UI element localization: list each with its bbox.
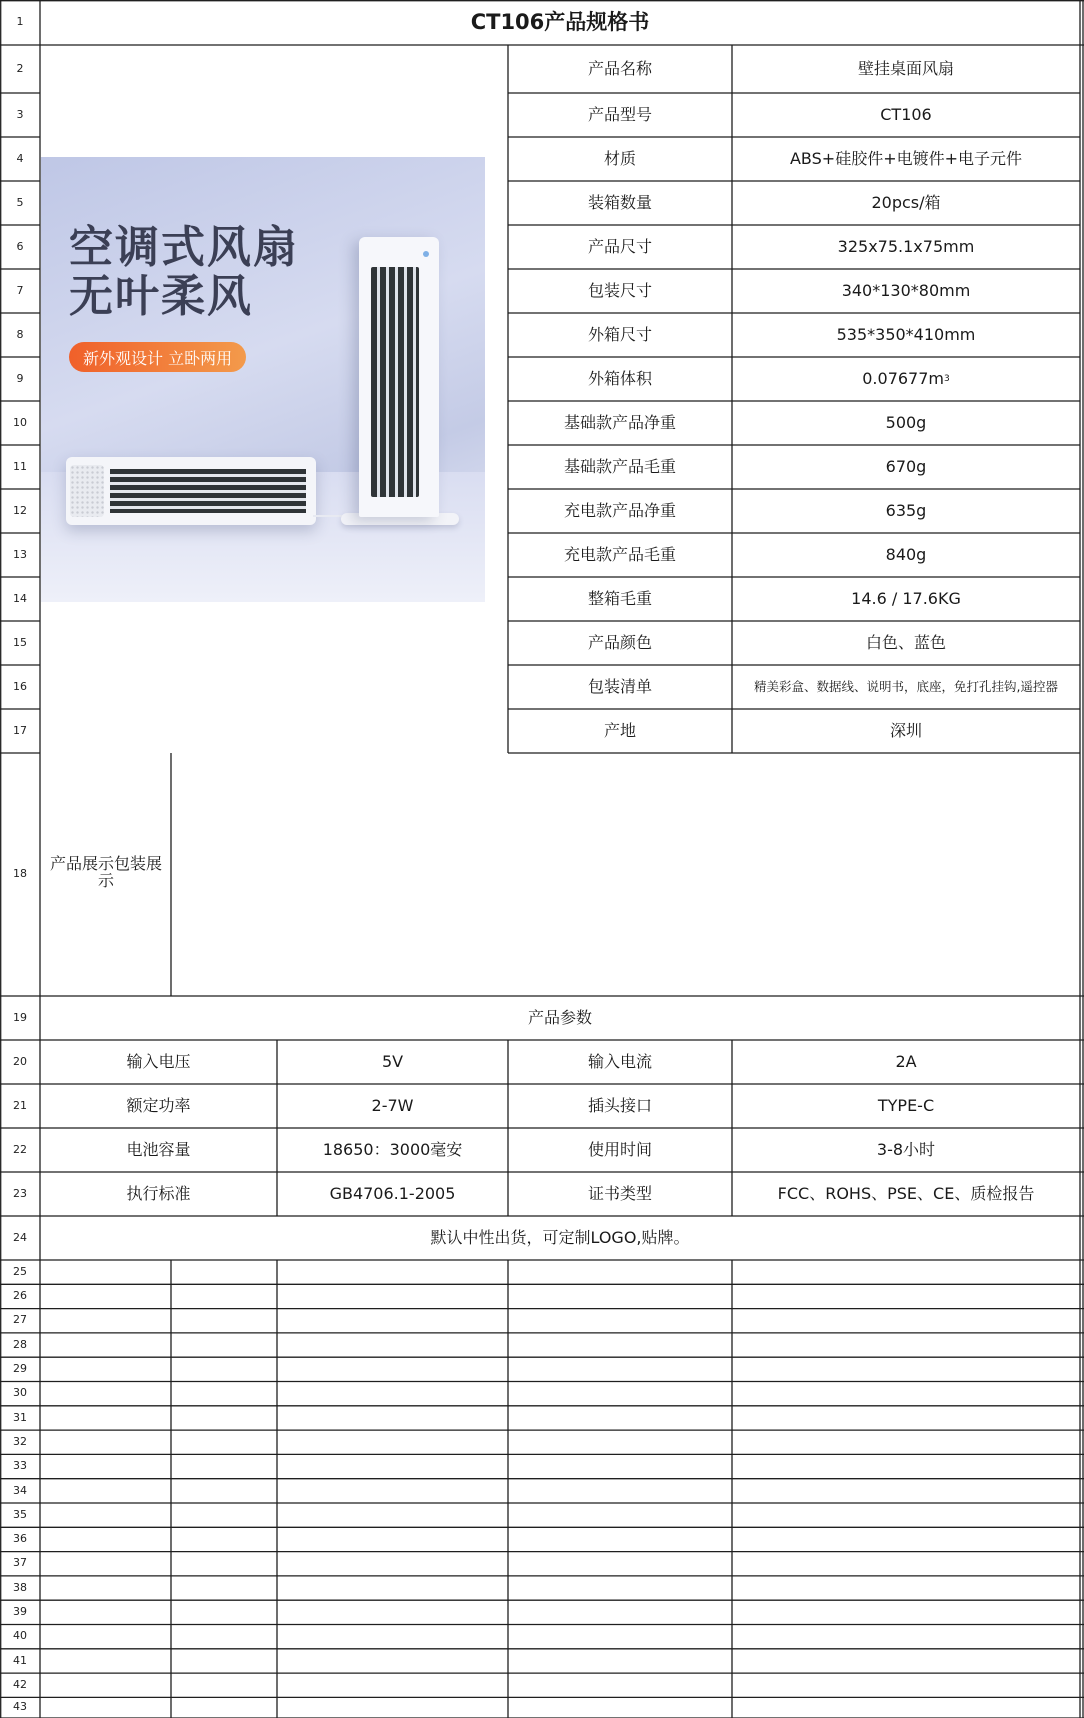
row-number: 6 — [16, 239, 24, 253]
spec-label: 产品名称 — [587, 58, 652, 78]
row-number: 13 — [13, 547, 27, 561]
fan-grill-horizontal — [110, 469, 306, 513]
spec-value: CT106 — [880, 104, 932, 124]
spec-value: 500g — [885, 412, 927, 432]
fan-end-cap — [70, 465, 104, 517]
row-number: 24 — [13, 1230, 27, 1244]
headline-line-1: 空调式风扇 — [69, 222, 299, 273]
spec-value: 14.6 / 17.6KG — [851, 588, 961, 608]
spec-label: 基础款产品净重 — [563, 412, 676, 432]
row-number: 38 — [13, 1580, 27, 1594]
product-tagline: 新外观设计 立卧两用 — [69, 342, 246, 372]
param-value: TYPE-C — [877, 1095, 935, 1115]
params-header: 产品参数 — [527, 1007, 592, 1027]
spec-value: 325x75.1x75mm — [837, 236, 975, 256]
spec-value: 20pcs/箱 — [871, 192, 941, 212]
fan-horizontal — [66, 457, 316, 525]
spec-label: 基础款产品毛重 — [563, 456, 676, 476]
spec-label: 材质 — [603, 148, 636, 168]
row-number: 18 — [13, 867, 27, 881]
spec-label: 产品颜色 — [587, 632, 652, 652]
spec-label: 产品型号 — [587, 104, 652, 124]
spec-value: 340*130*80mm — [841, 280, 971, 300]
row-number: 22 — [13, 1142, 27, 1156]
spec-value: 壁挂桌面风扇 — [857, 58, 954, 78]
display-label: 产品展示包装展示 — [49, 854, 162, 890]
row-number: 8 — [16, 327, 24, 341]
spec-value: 精美彩盒、数据线、说明书，底座，免打孔挂钩,遥控器 — [754, 678, 1058, 694]
row-number: 36 — [13, 1532, 27, 1546]
page-title: CT106产品规格书 — [470, 10, 650, 35]
row-number: 9 — [16, 371, 24, 385]
param-label: 证书类型 — [587, 1183, 652, 1203]
row-number: 3 — [16, 107, 24, 121]
param-label: 电池容量 — [126, 1139, 191, 1159]
row-number: 30 — [13, 1386, 27, 1400]
param-label: 执行标准 — [126, 1183, 191, 1203]
param-label: 使用时间 — [587, 1139, 652, 1159]
fan-grill-vertical — [371, 267, 419, 497]
param-label: 输入电压 — [126, 1051, 191, 1071]
footer-note: 默认中性出货，可定制LOGO,贴牌。 — [430, 1227, 690, 1247]
row-number: 26 — [13, 1289, 27, 1303]
row-number: 34 — [13, 1483, 27, 1497]
row-number: 37 — [13, 1556, 27, 1570]
param-value: 5V — [381, 1051, 404, 1071]
row-number: 19 — [13, 1010, 27, 1024]
row-number: 33 — [13, 1459, 27, 1473]
spec-label: 包装尺寸 — [587, 280, 652, 300]
spec-label: 充电款产品毛重 — [563, 544, 676, 564]
param-value: 2A — [895, 1051, 917, 1071]
row-number: 5 — [16, 195, 24, 209]
spec-value-text: 0.07677m — [862, 368, 944, 388]
spec-value: 深圳 — [889, 720, 922, 740]
row-number: 12 — [13, 503, 27, 517]
row-number: 15 — [13, 635, 27, 649]
product-headline — [69, 223, 299, 322]
row-number: 10 — [13, 415, 27, 429]
param-value: FCC、ROHS、PSE、CE、质检报告 — [777, 1183, 1035, 1203]
spec-value: 白色、蓝色 — [865, 632, 946, 652]
row-number: 25 — [13, 1264, 27, 1278]
param-value: GB4706.1-2005 — [329, 1183, 456, 1203]
row-number: 29 — [13, 1362, 27, 1376]
row-number: 20 — [13, 1054, 27, 1068]
param-label: 额定功率 — [126, 1095, 191, 1115]
row-number: 42 — [13, 1677, 27, 1691]
fan-indicator — [423, 251, 429, 257]
row-number: 23 — [13, 1186, 27, 1200]
row-number: 16 — [13, 679, 27, 693]
spec-label: 外箱尺寸 — [587, 324, 652, 344]
spec-label: 产品尺寸 — [587, 236, 652, 256]
spec-value: 670g — [885, 456, 927, 476]
spec-value-superscript: 3 — [944, 373, 950, 384]
spec-label: 装箱数量 — [587, 192, 652, 212]
spec-label: 整箱毛重 — [587, 588, 652, 608]
row-number: 31 — [13, 1410, 27, 1424]
spec-value: 535*350*410mm — [836, 324, 976, 344]
row-number: 43 — [13, 1700, 27, 1714]
spec-label: 充电款产品净重 — [563, 500, 676, 520]
row-number: 4 — [16, 151, 24, 165]
row-number: 28 — [13, 1337, 27, 1351]
param-label: 插头接口 — [587, 1095, 652, 1115]
spec-value — [732, 357, 1080, 401]
row-number: 39 — [13, 1605, 27, 1619]
fan-tower — [359, 237, 439, 517]
row-number: 41 — [13, 1653, 27, 1667]
spec-label: 外箱体积 — [587, 368, 652, 388]
param-value: 2-7W — [371, 1095, 414, 1115]
row-number: 21 — [13, 1098, 27, 1112]
row-number: 40 — [13, 1629, 27, 1643]
row-number: 11 — [13, 459, 27, 473]
row-number: 17 — [13, 723, 27, 737]
row-number: 1 — [16, 15, 24, 29]
row-number: 2 — [16, 61, 24, 75]
row-number: 14 — [13, 591, 27, 605]
row-number: 7 — [16, 283, 24, 297]
spec-value: ABS+硅胶件+电镀件+电子元件 — [789, 148, 1023, 168]
param-label: 输入电流 — [587, 1051, 652, 1071]
param-value: 3-8小时 — [876, 1139, 936, 1159]
row-number: 27 — [13, 1313, 27, 1327]
spec-value: 635g — [885, 500, 927, 520]
param-value: 18650：3000毫安 — [322, 1139, 463, 1159]
spec-value: 840g — [885, 544, 927, 564]
headline-line-2: 无叶柔风 — [69, 271, 253, 323]
row-number: 35 — [13, 1507, 27, 1521]
row-number: 32 — [13, 1434, 27, 1448]
product-image — [41, 157, 485, 602]
spec-label: 产地 — [603, 720, 636, 740]
spec-label: 包装清单 — [587, 676, 652, 696]
